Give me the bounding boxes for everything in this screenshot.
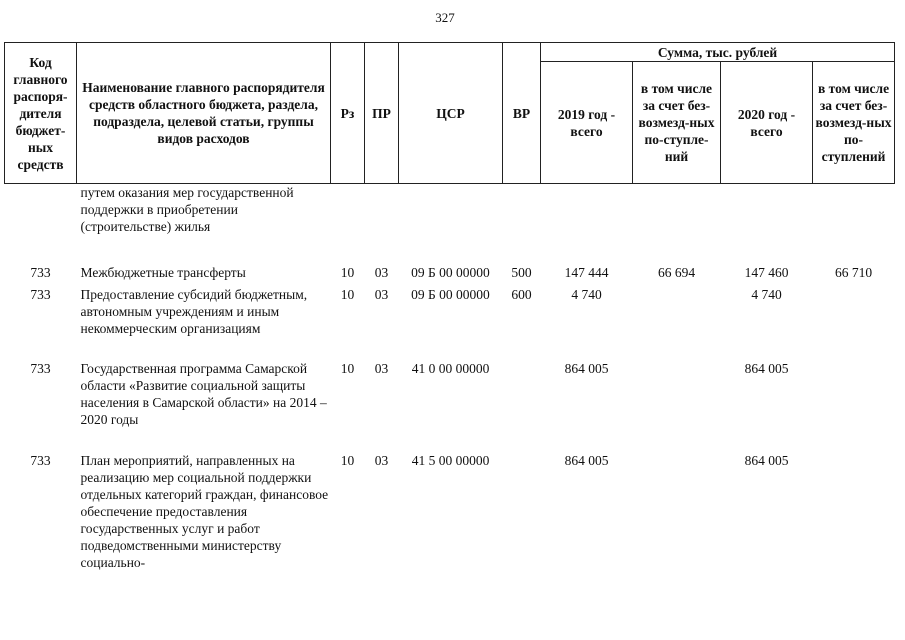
cell-csr: 09 Б 00 00000: [411, 264, 490, 280]
cell-vr: 600: [511, 286, 532, 302]
header-rz: Рз: [331, 43, 365, 184]
cell-code: 733: [30, 286, 51, 302]
page-number: 327: [435, 10, 455, 25]
table-row: [5, 360, 895, 452]
cell-2019-free: [633, 360, 721, 452]
cell-2020-free: [813, 286, 895, 360]
cell-pr: 03: [374, 452, 389, 468]
cell-rz: 10: [340, 360, 355, 376]
cell-vr: [503, 184, 541, 264]
cell-2019-total: 864 005: [564, 360, 609, 376]
header-pr: ПР: [365, 43, 399, 184]
cell-name: Государственная программа Самарской области «Развитие социальной защиты населения в Самарской области» на 2014 – 2020 годы: [80, 360, 327, 427]
cell-vr: 500: [511, 264, 532, 280]
cell-vr: [503, 452, 541, 571]
cell-csr: 41 5 00 00000: [411, 452, 490, 468]
cell-2020-free: [813, 360, 895, 452]
cell-code: [5, 184, 77, 264]
cell-csr: [399, 184, 503, 264]
header-2019-total: 2019 год - всего: [541, 62, 633, 184]
table-row: [5, 452, 895, 571]
cell-name: путем оказания мер государственной поддержки в приобретении (строительстве) жилья: [80, 185, 294, 234]
header-csr: ЦСР: [399, 43, 503, 184]
header-2019-free: в том числе за счет без-возмезд-ных по-ступле-ний: [633, 62, 721, 184]
cell-vr: [503, 360, 541, 452]
cell-code: 733: [30, 452, 51, 468]
cell-2019-total: 147 444: [564, 264, 609, 280]
cell-code: 733: [30, 360, 51, 376]
cell-2020-free: [813, 184, 895, 264]
cell-csr: 09 Б 00 00000: [411, 286, 490, 302]
header-code: Код главного распоря-дителя бюджет-ных средств: [5, 43, 77, 184]
header-2020-free: в том числе за счет без-возмезд-ных по-ступлений: [813, 62, 895, 184]
cell-name: План мероприятий, направленных на реализацию мер социальной поддержки отдельных категорий граждан, финансовое обеспечение предоставления государственных услуг и работ подведомственными министерству социально-: [80, 452, 329, 570]
cell-pr: 03: [374, 264, 389, 280]
cell-csr: 41 0 00 00000: [411, 360, 490, 376]
table-row: [5, 286, 895, 360]
cell-pr: [365, 184, 399, 264]
cell-rz: 10: [340, 264, 355, 280]
budget-table: [4, 42, 895, 571]
cell-2019-free: [633, 184, 721, 264]
header-name: Наименование главного распорядителя средств областного бюджета, раздела, подраздела, целевой статьи, группы видов расходов: [77, 43, 331, 184]
cell-rz: [331, 184, 365, 264]
cell-2020-free: [813, 452, 895, 571]
cell-2020-free: 66 710: [834, 264, 873, 280]
cell-pr: 03: [374, 360, 389, 376]
cell-pr: 03: [374, 286, 389, 302]
cell-2020-total: 864 005: [744, 360, 789, 376]
cell-rz: 10: [340, 452, 355, 468]
cell-2020-total: 147 460: [744, 264, 789, 280]
cell-2019-free: 66 694: [657, 264, 696, 280]
cell-2020-total: 864 005: [744, 452, 789, 468]
cell-2019-free: [633, 286, 721, 360]
cell-2019-total: 4 740: [571, 286, 602, 302]
table-row: [5, 184, 895, 264]
cell-name: Межбюджетные трансферты: [80, 264, 246, 280]
header-row-top: [5, 43, 895, 62]
cell-2019-total: 864 005: [564, 452, 609, 468]
cell-rz: 10: [340, 286, 355, 302]
header-vr: ВР: [503, 43, 541, 184]
cell-code: 733: [30, 264, 51, 280]
cell-2020-total: 4 740: [751, 286, 782, 302]
cell-2019-free: [633, 452, 721, 571]
cell-2019-total: [541, 184, 633, 264]
header-2020-total: 2020 год - всего: [721, 62, 813, 184]
cell-name: Предоставление субсидий бюджетным, автономным учреждениям и иным некоммерческим организациям: [80, 286, 308, 336]
cell-2020-total: [721, 184, 813, 264]
header-sum: Сумма, тыс. рублей: [541, 43, 895, 62]
table-row: [5, 264, 895, 286]
